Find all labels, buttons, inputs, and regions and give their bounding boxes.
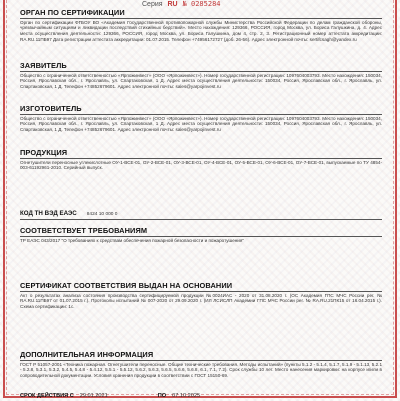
section-manufacturer-text: Общество с ограниченной ответственностью «Ярпожинвест» (ООО «Ярпожинвест»). Номер государственной регистрации: 1097604003793. Место нахождения: 150034, Россия, Ярославская обл., г. Ярославль, ул. Спартаковская, 1 Д. Адрес места осуществления деятельности: 150034, Россия, Ярославская обл., г. Ярославль, ул. Спартаковская, 1 Д. Телефон +74852679601. Адрес электронной почты: sales@yarpojinvest.ru [20,115,382,132]
validity-to-label: ПО [157,393,167,399]
section-additional-text: ГОСТ Р 51057-2001 «Техника пожарная. Огнетушители переносные. Общие технические требования. Методы испытаний» (пункты 5.1.2 - 5.1.4, 5.1.7, 5.1.9 - 5.1.13, 5.2.1 - 5.2.8, 5.3.1, 5.3.2, 5.4.5, 5.4.8 - 5.4.12, 5.5.1 - 5.5.12, 5.6.2, 5.6.3, 5.6.5, 5.6.6, 5.6.8, 6.1, 7.1, 7.2). Срок службы 10 лет. Место нанесения маркировки: на корпусе и/или в сопроводительной документации. Условия хранения продукции в соответствии с ГОСТ 15150-69. [20,361,382,378]
code-row [20,210,382,220]
series-label: Серия [142,1,163,8]
section-compliance [20,227,382,243]
section-additional [20,351,382,379]
section-organ-title: ОРГАН ПО СЕРТИФИКАЦИИ [20,9,382,19]
section-applicant [20,62,382,90]
section-applicant-text: Общество с ограниченной ответственностью «Ярпожинвест» (ООО «Ярпожинвест»). Номер государственной регистрации: 1097604003793. Место нахождения: 150034, Россия, Ярославская обл., г. Ярославль, ул. Спартаковская, 1 Д. Адрес места осуществления деятельности: 150034, Россия, Ярославская обл., г. Ярославль, ул. Спартаковская, 1 Д. Телефон +74852679601. Адрес электронной почты: sales@yarpojinvest.ru [20,72,382,89]
section-code [20,210,382,220]
section-organ-text: Орган по сертификации ФГБОУ ВО «Академия Государственной противопожарной службы Министерства Российской Федерации по делам гражданской обороны, чрезвычайным ситуациям и ликвидации последствий стихийных бедствий». Место нахождения: 129366, РОССИЯ, город Москва, ул. Бориса Галушкина, д. 4. Адрес места осуществления деятельности: 129366, РОССИЯ, город Москва, ул. Бориса Галушкина, дом 4, стр. 2, 3. Регистрационный номер аттестата аккредитации: RA.RU.11ПБ97 Дата регистрации аттестата аккредитации: 01.07.2015. Телефон +74956172727 (доб. 26-56). Адрес электронной почты: sertifcsagh@yandex.ru [20,19,382,42]
section-organ [20,9,382,42]
section-basis [20,282,382,310]
series-code: RU [167,1,178,8]
code-title: КОД ТН ВЭД ЕАЭС [20,210,77,217]
section-manufacturer-title: ИЗГОТОВИТЕЛЬ [20,105,382,115]
section-product-text: Огнетушители переносные углекислотные ОУ-1-ВСЕ-01, ОУ-2-ВСЕ-01, ОУ-3-ВСЕ-01, ОУ-4-ВСЕ-01, ОУ-5-ВСЕ-01, ОУ-6-ВСЕ-01, ОУ-7-ВСЕ-01, выпускаемые по ТУ 4854-003-61192961-2010. Серийный выпуск. [20,159,382,171]
section-compliance-title: СООТВЕТСТВУЕТ ТРЕБОВАНИЯМ [20,227,382,237]
certificate-number: № 0285284 [182,0,221,8]
section-basis-title: СЕРТИФИКАТ СООТВЕТСТВИЯ ВЫДАН НА ОСНОВАНИИ [20,282,382,292]
section-additional-title: ДОПОЛНИТЕЛЬНАЯ ИНФОРМАЦИЯ [20,351,382,361]
series-header [142,0,221,8]
section-manufacturer [20,105,382,133]
validity-to-date: 07.10.2025 [172,393,201,399]
certificate-inner-border [6,0,394,395]
validity-from-date: 29.01.2021 [79,393,108,399]
validity-row [20,393,382,400]
code-value: 8424 10 000 0 [86,212,118,217]
section-basis-text: Акт о результатах анализа состояния производства сертифицируемой продукции №0024ИАС - 2020 от 31.08.2020 г. (ОС Академия ГПС МЧС России рег. № RA.RU.11ПБ97 от 01.07.2015 г.). Протоколы испытаний № 007-2020 от 29.09.2020 г. (ИЛ ЛСИСЛП Академии ГПС МЧС России рег. № RA.RU.21ПК15 от 16.04.2015 г.). Схема сертификации: 1с. [20,292,382,309]
section-product [20,149,382,171]
validity-from-label: СРОК ДЕЙСТВИЯ С [20,393,74,399]
section-compliance-text: ТР ЕАЭС 043/2017 "О требованиях к средствам обеспечения пожарной безопасности и пожаротушения" [20,237,244,243]
section-applicant-title: ЗАЯВИТЕЛЬ [20,62,382,72]
section-product-title: ПРОДУКЦИЯ [20,149,382,159]
